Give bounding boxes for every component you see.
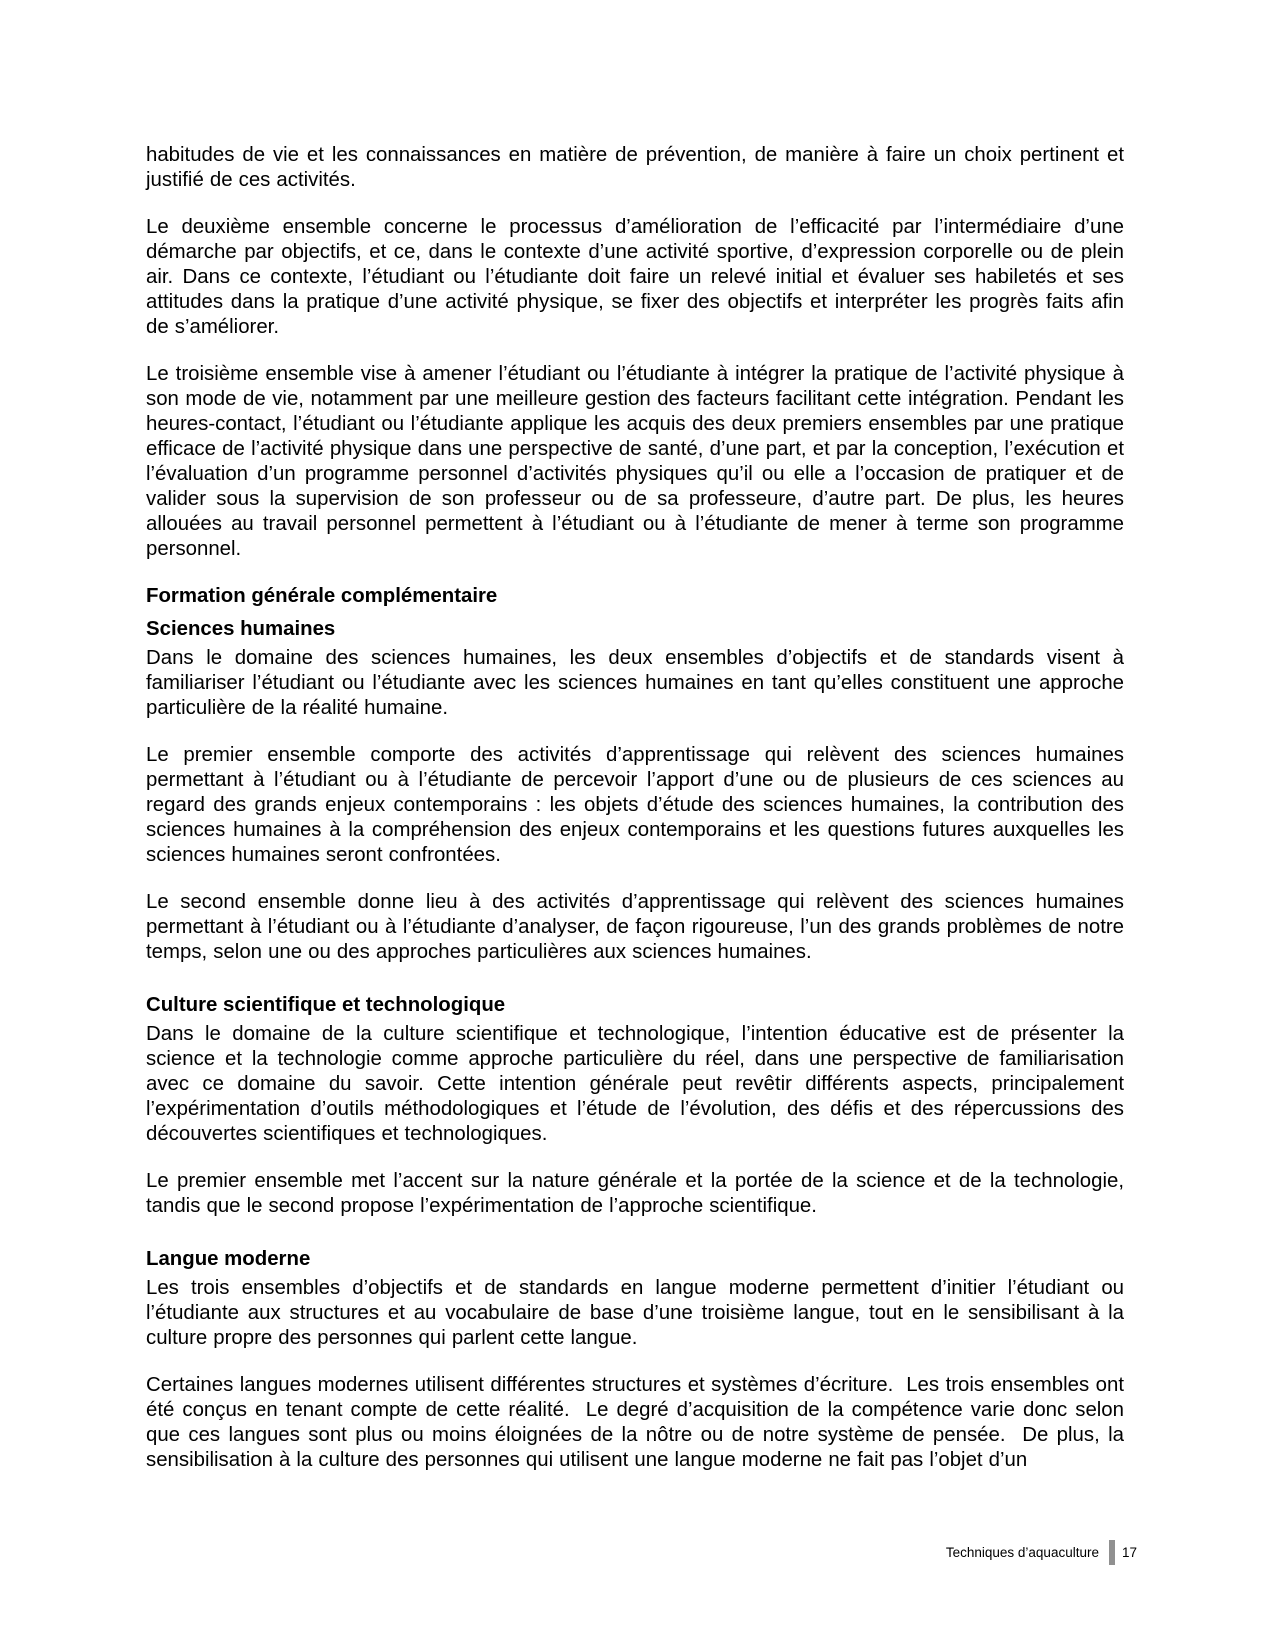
body-paragraph: Certaines langues modernes utilisent différentes structures et systèmes d’écriture. Les trois ensembles ont été conçus en tenant compte de cette réalité. Le degré d’acquisition de la compétence varie donc selon que ces langues sont plus ou moins éloignées de la nôtre ou de notre système de pensée. De plus, la sensibilisation à la culture des personnes qui utilisent une langue moderne ne fait pas l’objet d’un — [146, 1374, 1124, 1471]
body-paragraph: Le second ensemble donne lieu à des activités d’apprentissage qui relèvent des sciences humaines permettant à l’étudiant ou à l’étudiante d’analyser, de façon rigoureuse, l’un des grands problèmes de notre temps, selon une ou des approches particulières aux sciences humaines. — [146, 891, 1124, 963]
body-paragraph: habitudes de vie et les connaissances en matière de prévention, de manière à faire un choix pertinent et justifié de ces activités. — [146, 144, 1124, 191]
section-heading: Formation générale complémentaire — [146, 585, 498, 607]
body-paragraph: Le troisième ensemble vise à amener l’étudiant ou l’étudiante à intégrer la pratique de l’activité physique à son mode de vie, notamment par une meilleure gestion des facteurs facilitant cette intégration. Pendant les heures-contact, l’étudiant ou l’étudiante applique les acquis des deux premiers ensembles par une pratique efficace de l’activité physique dans une perspective de santé, d’une part, et par la conception, l’exécution et l’évaluation d’un programme personnel d’activités physiques qu’il ou elle a l’occasion de pratiquer et de valider sous la supervision de son professeur ou de sa professeure, d’autre part. De plus, les heures allouées au travail personnel permettent à l’étudiant ou à l’étudiante de mener à terme son programme personnel. — [146, 363, 1124, 560]
subsection-heading: Langue moderne — [146, 1248, 311, 1270]
body-paragraph: Dans le domaine de la culture scientifique et technologique, l’intention éducative est de présenter la science et la technologie comme approche particulière du réel, dans une perspective de familiarisation avec ce domaine du savoir. Cette intention générale peut revêtir différents aspects, principalement l’expérimentation d’outils méthodologiques et l’étude de l’évolution, des défis et des répercussions des découvertes scientifiques et technologiques. — [146, 1023, 1124, 1145]
body-paragraph: Le premier ensemble comporte des activités d’apprentissage qui relèvent des sciences humaines permettant à l’étudiant ou à l’étudiante de percevoir l’apport d’une ou de plusieurs de ces sciences au regard des grands enjeux contemporains : les objets d’étude des sciences humaines, la contribution des sciences humaines à la compréhension des enjeux contemporains et les questions futures auxquelles les sciences humaines seront confrontées. — [146, 744, 1124, 866]
body-paragraph: Dans le domaine des sciences humaines, les deux ensembles d’objectifs et de standards visent à familiariser l’étudiant ou l’étudiante avec les sciences humaines en tant qu’elles constituent une approche particulière de la réalité humaine. — [146, 647, 1124, 719]
footer-page-number: 17 — [1121, 1545, 1137, 1560]
subsection-heading: Sciences humaines — [146, 618, 336, 640]
body-paragraph: Le premier ensemble met l’accent sur la nature générale et la portée de la science et de la technologie, tandis que le second propose l’expérimentation de l’approche scientifique. — [146, 1170, 1124, 1217]
subsection-heading: Culture scientifique et technologique — [146, 994, 506, 1016]
body-paragraph: Les trois ensembles d’objectifs et de standards en langue moderne permettent d’initier l’étudiant ou l’étudiante aux structures et au vocabulaire de base d’une troisième langue, tout en le sensibilisant à la culture propre des personnes qui parlent cette langue. — [146, 1277, 1124, 1349]
body-paragraph: Le deuxième ensemble concerne le processus d’amélioration de l’efficacité par l’intermédiaire d’une démarche par objectifs, et ce, dans le contexte d’une activité sportive, d’expression corporelle ou de plein air. Dans ce contexte, l’étudiant ou l’étudiante doit faire un relevé initial et évaluer ses habiletés et ses attitudes dans la pratique d’une activité physique, se fixer des objectifs et interpréter les progrès faits afin de s’améliorer. — [146, 216, 1124, 338]
footer-document-title: Techniques d’aquaculture — [945, 1545, 1099, 1560]
footer — [946, 1540, 1137, 1565]
document-content — [146, 0, 1124, 1495]
footer-divider-bar — [1109, 1540, 1115, 1565]
